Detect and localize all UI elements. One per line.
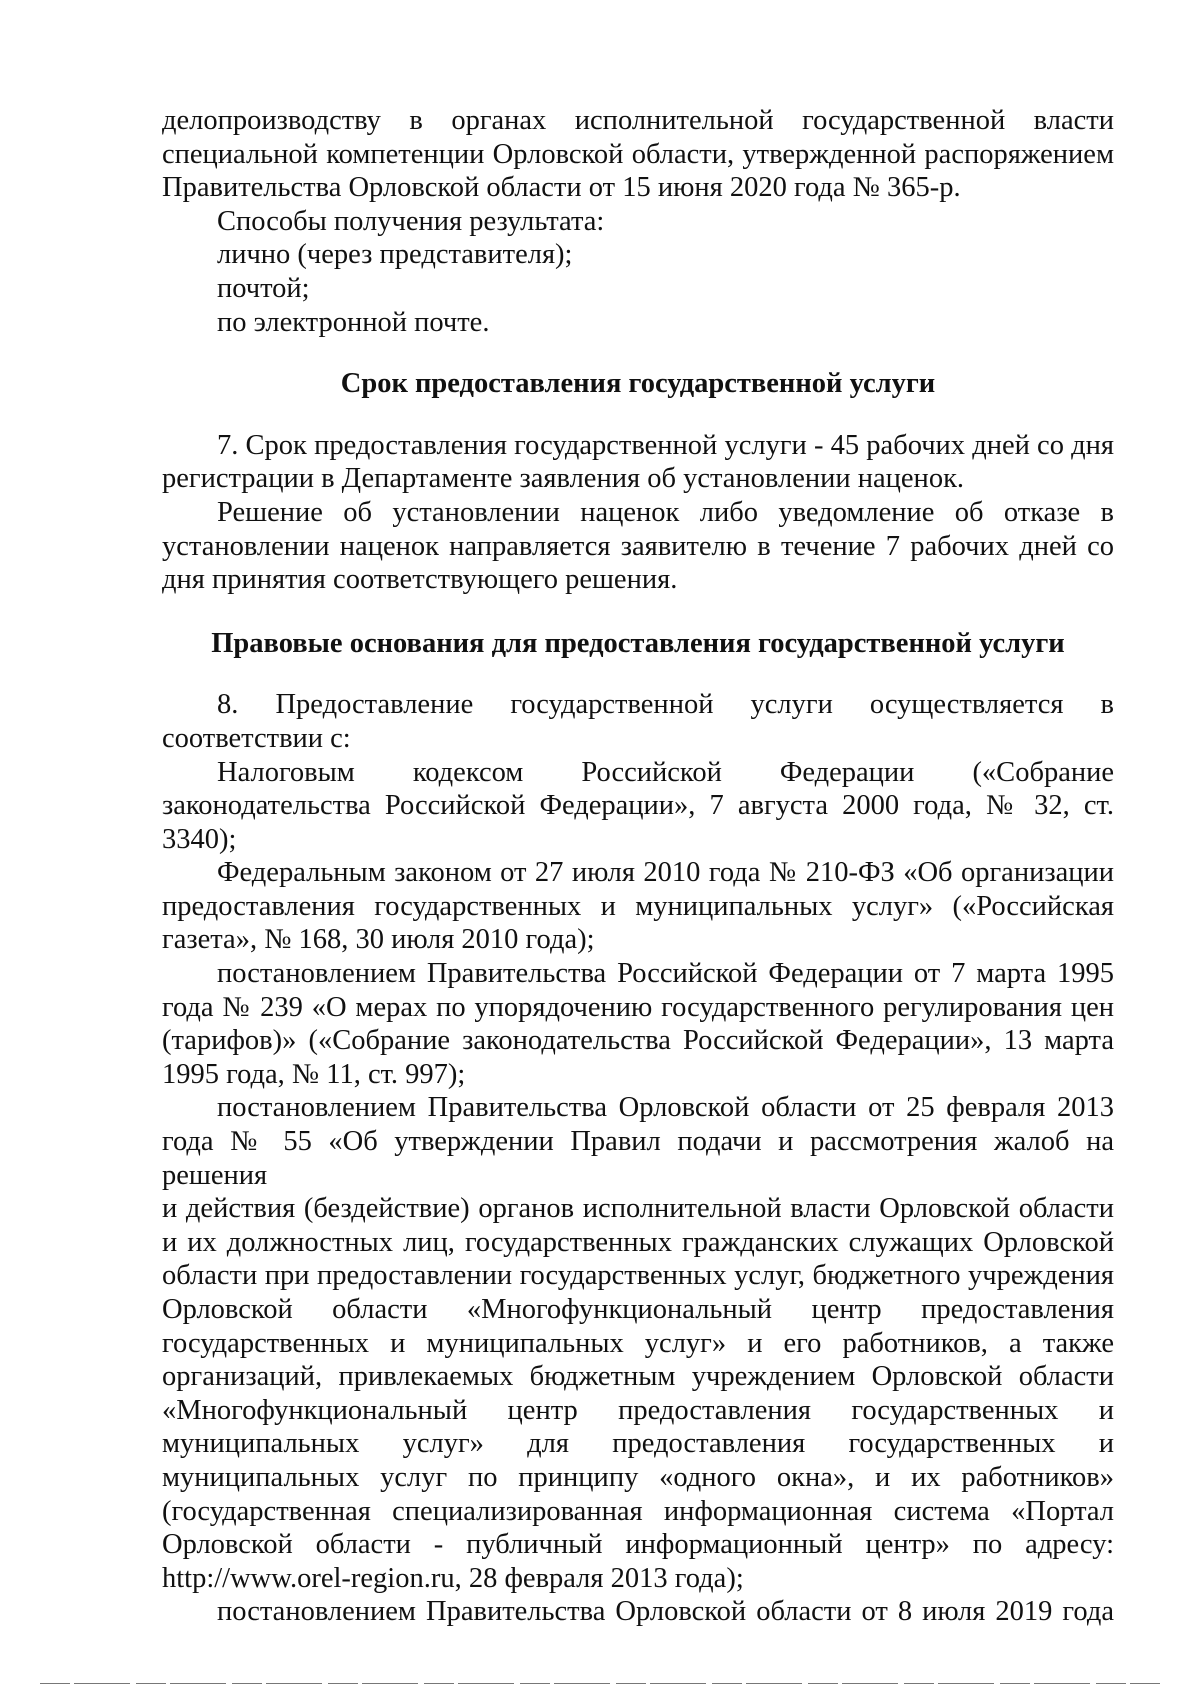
text-line: и действия (бездействие) органов исполнительной власти Орловской области [162, 1193, 1114, 1225]
text-line: и их должностных лиц, государственных гражданских служащих Орловской [162, 1226, 1114, 1258]
text-line: газета», № 168, 30 июля 2010 года); [162, 924, 595, 956]
text-line: «Многофункциональный центр предоставления государственных и [162, 1394, 1114, 1426]
spacer [162, 339, 1114, 367]
text-line: предоставления государственных и муниципальных услуг» («Российская [162, 890, 1114, 922]
spacer [162, 401, 1114, 429]
spacer [162, 660, 1114, 688]
text-line: Федеральным законом от 27 июля 2010 года № 210-ФЗ «Об организации [217, 857, 1114, 889]
text-line: постановлением Правительства Российской Федерации от 7 марта 1995 [217, 958, 1114, 990]
text-line: регистрации в Департаменте заявления об установлении наценок. [162, 463, 965, 495]
text-line: http://www.orel-region.ru, 28 февраля 2013 года); [162, 1562, 744, 1594]
text-line: Орловской области «Многофункциональный центр предоставления [162, 1294, 1114, 1325]
text-line: Решение об установлении наценок либо уведомление об отказе в [217, 496, 1114, 528]
text-line: области при предоставлении государственных услуг, бюджетного учреждения [162, 1260, 1114, 1292]
text-line: 1995 года, № 11, ст. 997); [162, 1058, 466, 1090]
text-line: муниципальных услуг по принципу «одного окна», и их работников» [162, 1461, 1114, 1493]
text-line: 7. Срок предоставления государственной услуги - 45 рабочих дней со дня [217, 429, 1114, 461]
methods-item: почтой; [217, 272, 310, 304]
text-line: Орловской области - публичный информационный центр» по адресу: [162, 1529, 1114, 1561]
text-line: Налоговым кодексом Российской Федерации («Собрание [217, 756, 1114, 788]
text-line: законодательства Российской Федерации», 7 августа 2000 года, № 32, ст. [162, 790, 1114, 822]
section-heading-legal: Правовые основания для предоставления государственной услуги [211, 627, 1065, 659]
text-line: организаций, привлекаемых бюджетным учреждением Орловской области [162, 1361, 1114, 1393]
text-line: 8. Предоставление государственной услуги осуществляется в [217, 689, 1114, 721]
text-line: Правительства Орловской области от 15 июня 2020 года № 365-р. [162, 172, 961, 204]
section-heading-term: Срок предоставления государственной услуги [340, 368, 936, 400]
text-line: специальной компетенции Орловской области, утвержденной распоряжением [162, 138, 1114, 170]
text-line: (государственная специализированная информационная система «Портал [162, 1495, 1114, 1527]
methods-item: по электронной почте. [217, 306, 490, 338]
spacer [162, 597, 1114, 627]
text-line: (тарифов)» («Собрание законодательства Российской Федерации», 13 марта [162, 1025, 1114, 1057]
methods-item: лично (через представителя); [217, 239, 573, 271]
text-line: государственных и муниципальных услуг» и его работников, а также [162, 1327, 1114, 1359]
text-line: постановлением Правительства Орловской области от 25 февраля 2013 [217, 1092, 1114, 1124]
text-line: установлении наценок направляется заявителю в течение 7 рабочих дней со [162, 530, 1114, 562]
text-line: постановлением Правительства Орловской области от 8 июля 2019 года [217, 1596, 1114, 1628]
text-line: дня принятия соответствующего решения. [162, 564, 678, 596]
text-line: делопроизводству в органах исполнительной государственной власти [162, 105, 1114, 136]
text-line: года № 239 «О мерах по упорядочению государственного регулирования цен [162, 991, 1114, 1023]
text-line: соответствии с: [162, 722, 351, 754]
text-line: муниципальных услуг» для предоставления государственных и [162, 1428, 1114, 1460]
text-line: года № 55 «Об утверждении Правил подачи и рассмотрения жалоб на решения [162, 1126, 1114, 1191]
document-page [162, 104, 1114, 1629]
methods-title: Способы получения результата: [217, 205, 605, 237]
scan-edge-line [40, 1683, 1160, 1684]
text-line: 3340); [162, 823, 237, 855]
